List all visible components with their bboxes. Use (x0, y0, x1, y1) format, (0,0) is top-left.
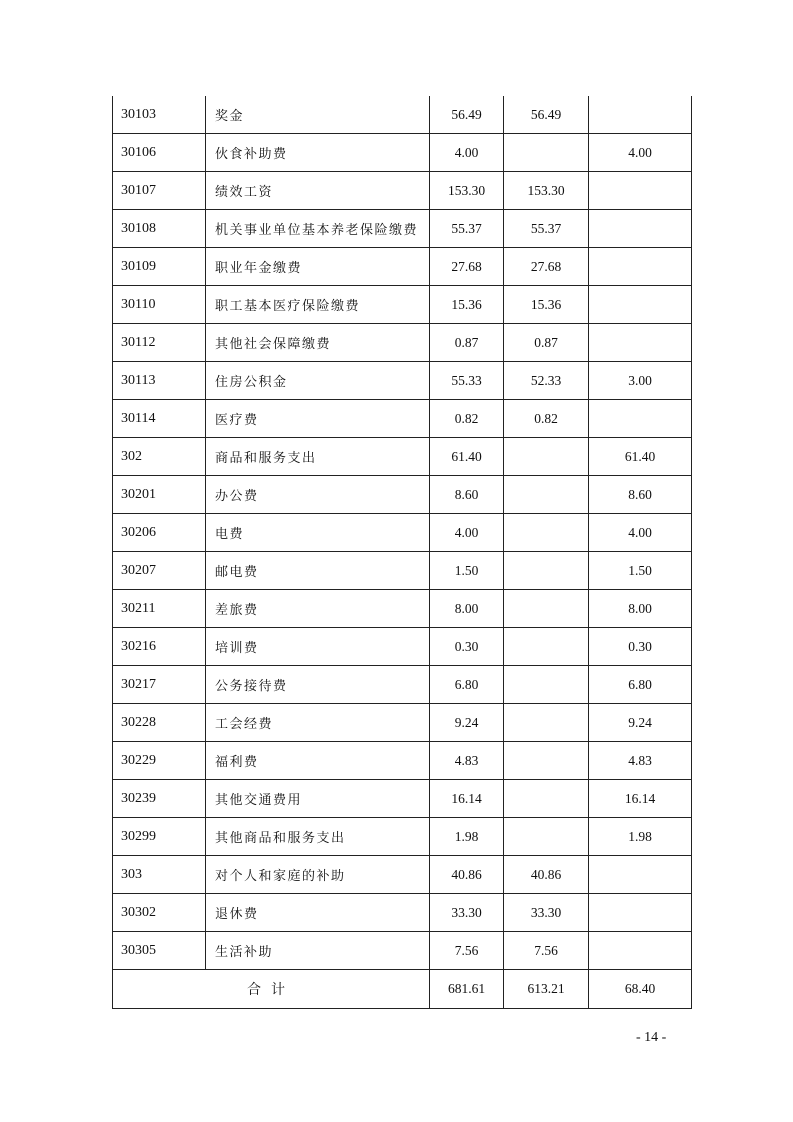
row-basic (504, 742, 589, 780)
table-row (113, 96, 692, 134)
row-total: 56.49 (430, 96, 504, 134)
row-basic: 15.36 (504, 286, 589, 324)
row-project (589, 400, 692, 438)
table-row (113, 210, 692, 248)
summary-row (113, 970, 692, 1009)
row-project: 3.00 (589, 362, 692, 400)
budget-table-container (112, 96, 692, 1009)
row-name: 医疗费 (206, 400, 430, 438)
row-name: 商品和服务支出 (206, 438, 430, 476)
row-basic (504, 514, 589, 552)
row-name: 其他商品和服务支出 (206, 818, 430, 856)
row-basic: 0.82 (504, 400, 589, 438)
row-total: 40.86 (430, 856, 504, 894)
row-code: 30108 (113, 210, 206, 248)
row-code: 30112 (113, 324, 206, 362)
summary-total: 681.61 (430, 970, 504, 1009)
table-row (113, 362, 692, 400)
row-total: 61.40 (430, 438, 504, 476)
row-name: 培训费 (206, 628, 430, 666)
row-basic: 55.37 (504, 210, 589, 248)
row-project (589, 172, 692, 210)
row-total: 33.30 (430, 894, 504, 932)
table-row (113, 894, 692, 932)
row-total: 16.14 (430, 780, 504, 818)
row-project: 1.98 (589, 818, 692, 856)
page-number: - 14 - (636, 1030, 667, 1045)
row-code: 30305 (113, 932, 206, 970)
row-name: 机关事业单位基本养老保险缴费 (206, 210, 430, 248)
row-project: 4.00 (589, 134, 692, 172)
row-code: 30299 (113, 818, 206, 856)
row-basic (504, 590, 589, 628)
row-name: 公务接待费 (206, 666, 430, 704)
row-name: 办公费 (206, 476, 430, 514)
row-name: 职工基本医疗保险缴费 (206, 286, 430, 324)
row-total: 0.82 (430, 400, 504, 438)
row-project: 4.00 (589, 514, 692, 552)
summary-basic: 613.21 (504, 970, 589, 1009)
row-total: 55.33 (430, 362, 504, 400)
row-total: 4.00 (430, 134, 504, 172)
row-total: 4.00 (430, 514, 504, 552)
row-basic (504, 818, 589, 856)
row-basic: 40.86 (504, 856, 589, 894)
row-code: 30201 (113, 476, 206, 514)
row-total: 27.68 (430, 248, 504, 286)
row-basic (504, 666, 589, 704)
table-row (113, 324, 692, 362)
row-basic: 27.68 (504, 248, 589, 286)
row-basic (504, 476, 589, 514)
row-total: 8.60 (430, 476, 504, 514)
row-basic: 153.30 (504, 172, 589, 210)
row-total: 1.50 (430, 552, 504, 590)
row-project: 6.80 (589, 666, 692, 704)
table-row (113, 514, 692, 552)
row-project: 61.40 (589, 438, 692, 476)
row-name: 电费 (206, 514, 430, 552)
row-code: 30114 (113, 400, 206, 438)
row-project: 4.83 (589, 742, 692, 780)
row-project (589, 894, 692, 932)
row-basic (504, 552, 589, 590)
row-name: 生活补助 (206, 932, 430, 970)
row-project (589, 248, 692, 286)
row-project: 8.60 (589, 476, 692, 514)
table-row (113, 932, 692, 970)
row-name: 对个人和家庭的补助 (206, 856, 430, 894)
row-basic (504, 780, 589, 818)
row-project (589, 210, 692, 248)
row-total: 9.24 (430, 704, 504, 742)
row-total: 6.80 (430, 666, 504, 704)
table-row (113, 286, 692, 324)
table-row (113, 552, 692, 590)
row-basic (504, 438, 589, 476)
summary-project: 68.40 (589, 970, 692, 1009)
budget-table (112, 96, 692, 1009)
row-code: 30302 (113, 894, 206, 932)
table-row (113, 248, 692, 286)
row-code: 30239 (113, 780, 206, 818)
row-basic: 0.87 (504, 324, 589, 362)
table-row (113, 628, 692, 666)
row-code: 30216 (113, 628, 206, 666)
table-row (113, 780, 692, 818)
row-code: 30211 (113, 590, 206, 628)
row-project (589, 96, 692, 134)
row-name: 奖金 (206, 96, 430, 134)
row-project (589, 932, 692, 970)
table-row (113, 590, 692, 628)
table-row (113, 134, 692, 172)
row-project (589, 286, 692, 324)
row-code: 30228 (113, 704, 206, 742)
row-code: 30109 (113, 248, 206, 286)
row-name: 绩效工资 (206, 172, 430, 210)
table-row (113, 742, 692, 780)
row-project: 0.30 (589, 628, 692, 666)
row-total: 153.30 (430, 172, 504, 210)
row-code: 30229 (113, 742, 206, 780)
table-row (113, 438, 692, 476)
row-code: 30207 (113, 552, 206, 590)
row-basic (504, 134, 589, 172)
table-row (113, 476, 692, 514)
row-name: 退休费 (206, 894, 430, 932)
row-code: 30106 (113, 134, 206, 172)
row-basic: 33.30 (504, 894, 589, 932)
table-row (113, 666, 692, 704)
row-name: 职业年金缴费 (206, 248, 430, 286)
row-total: 55.37 (430, 210, 504, 248)
row-basic: 7.56 (504, 932, 589, 970)
row-total: 1.98 (430, 818, 504, 856)
row-name: 福利费 (206, 742, 430, 780)
table-row (113, 704, 692, 742)
row-total: 8.00 (430, 590, 504, 628)
row-total: 4.83 (430, 742, 504, 780)
row-code: 30103 (113, 96, 206, 134)
row-name: 其他社会保障缴费 (206, 324, 430, 362)
row-basic: 56.49 (504, 96, 589, 134)
row-project (589, 324, 692, 362)
row-name: 差旅费 (206, 590, 430, 628)
table-row (113, 818, 692, 856)
row-project: 8.00 (589, 590, 692, 628)
table-row (113, 856, 692, 894)
summary-label: 合计 (113, 970, 430, 1009)
row-project: 1.50 (589, 552, 692, 590)
row-code: 302 (113, 438, 206, 476)
row-code: 30206 (113, 514, 206, 552)
row-basic (504, 628, 589, 666)
row-total: 15.36 (430, 286, 504, 324)
row-project: 16.14 (589, 780, 692, 818)
row-total: 0.87 (430, 324, 504, 362)
row-name: 伙食补助费 (206, 134, 430, 172)
row-total: 0.30 (430, 628, 504, 666)
row-name: 邮电费 (206, 552, 430, 590)
row-basic (504, 704, 589, 742)
row-code: 30107 (113, 172, 206, 210)
row-code: 30110 (113, 286, 206, 324)
row-name: 住房公积金 (206, 362, 430, 400)
row-code: 303 (113, 856, 206, 894)
row-basic: 52.33 (504, 362, 589, 400)
row-name: 工会经费 (206, 704, 430, 742)
row-total: 7.56 (430, 932, 504, 970)
row-project (589, 856, 692, 894)
table-row (113, 172, 692, 210)
row-code: 30113 (113, 362, 206, 400)
row-name: 其他交通费用 (206, 780, 430, 818)
row-code: 30217 (113, 666, 206, 704)
table-row (113, 400, 692, 438)
row-project: 9.24 (589, 704, 692, 742)
